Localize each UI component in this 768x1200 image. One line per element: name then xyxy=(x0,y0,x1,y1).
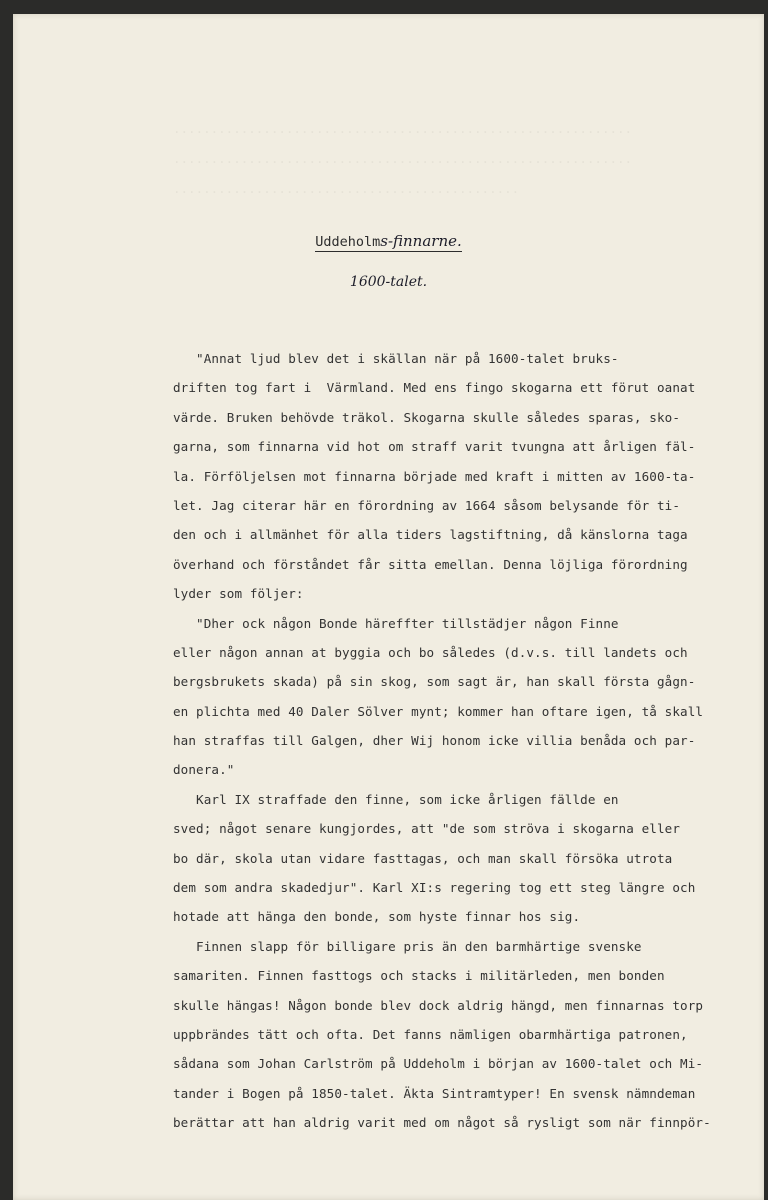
text-line: hotade att hänga den bonde, som hyste finnar hos sig. xyxy=(173,909,581,925)
text-line: la. Förföljelsen mot finnarna började med kraft i mitten av 1600-ta- xyxy=(173,468,696,484)
text-line: Karl IX straffade den finne, som icke årligen fällde en xyxy=(173,791,619,807)
text-line: garna, som finnarna vid hot om straff varit tvungna att årligen fäl- xyxy=(173,439,696,455)
text-line: bo där, skola utan vidare fasttagas, och man skall försöka utrota xyxy=(173,850,673,866)
text-line: "Annat ljud blev det i skällan när på 1600-talet bruks- xyxy=(173,351,619,366)
text-line: berättar att han aldrig varit med om något så rysligt som när finnpör- xyxy=(173,1115,711,1131)
text-line: lyder som följer: xyxy=(173,586,304,602)
text-line: sådana som Johan Carlström på Uddeholm i början av 1600-talet och Mi- xyxy=(173,1056,704,1072)
text-line: den och i allmänhet för alla tiders lagstiftning, då känslorna taga xyxy=(173,527,688,543)
text-line: dem som andra skadedjur". Karl XI:s regering tog ett steg längre och xyxy=(173,880,696,896)
bleed-through-text: ............................................................. ............................................................. .............................................. xyxy=(173,121,633,196)
text-line: donera." xyxy=(173,762,235,778)
text-line: en plichta med 40 Daler Sölver mynt; kommer han oftare igen, tå skall xyxy=(173,703,704,719)
text-line: sved; något senare kungjordes, att "de som ströva i skogarna eller xyxy=(173,821,681,837)
text-line: eller någon annan at byggia och bo således (d.v.s. till landets och xyxy=(173,644,688,660)
text-line: Finnen slapp för billigare pris än den barmhärtige svenske xyxy=(173,938,642,954)
text-line: värde. Bruken behövde träkol. Skogarna skulle således sparas, sko- xyxy=(173,409,681,425)
document-page xyxy=(13,14,764,1200)
text-line: skulle hängas! Någon bonde blev dock aldrig hängd, men finnarnas torp xyxy=(173,997,704,1013)
text-line: uppbrändes tätt och ofta. Det fanns nämligen obarmhärtiga patronen, xyxy=(173,1026,688,1042)
title-handwritten: s-finnarne. xyxy=(380,232,462,250)
text-line: "Dher ock någon Bonde häreffter tillstädjer någon Finne xyxy=(173,615,619,631)
document-title xyxy=(13,232,764,250)
body-text xyxy=(173,344,733,1138)
title-typed: Uddeholm xyxy=(315,234,381,250)
subtitle-handwritten: 1600-talet. xyxy=(349,274,428,290)
text-line: bergsbrukets skada) på sin skog, som sagt är, han skall första gågn- xyxy=(173,674,696,690)
text-line: överhand och förståndet får sitta emellan. Denna löjliga förordning xyxy=(173,556,688,572)
text-line: let. Jag citerar här en förordning av 1664 såsom belysande för ti- xyxy=(173,497,681,513)
text-line: driften tog fart i Värmland. Med ens fingo skogarna ett förut oanat xyxy=(173,380,696,396)
text-line: samariten. Finnen fasttogs och stacks i militärleden, men bonden xyxy=(173,968,665,984)
text-line: tander i Bogen på 1850-talet. Äkta Sintramtyper! En svensk nämndeman xyxy=(173,1085,696,1101)
document-subtitle xyxy=(13,274,764,290)
text-line: han straffas till Galgen, dher Wij honom icke villia benåda och par- xyxy=(173,733,696,749)
